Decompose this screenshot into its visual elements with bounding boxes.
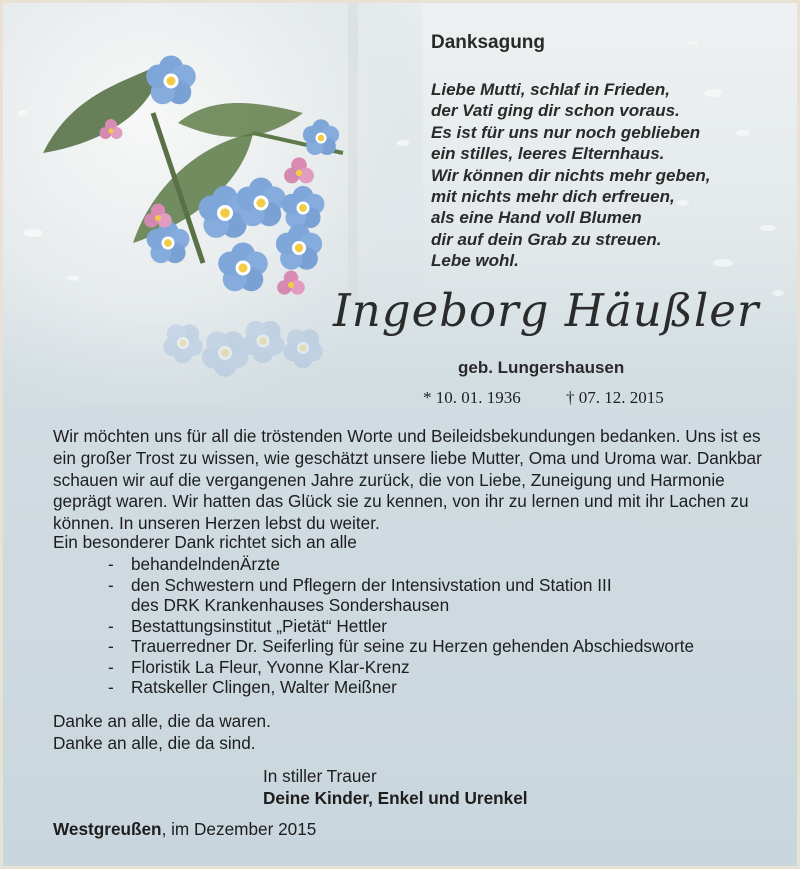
poem-line: mit nichts mehr dich erfreuen, (431, 187, 675, 207)
list-item (108, 657, 694, 678)
list-item-text: Ratskeller Clingen, Walter Meißner (131, 677, 397, 697)
signature-intro: In stiller Trauer (263, 766, 377, 786)
place-date: , im Dezember 2015 (161, 819, 317, 839)
list-item-text: behandelndenÄrzte (131, 554, 281, 574)
closing-lines (53, 710, 271, 754)
poem-line: Liebe Mutti, schlaf in Frieden, (431, 80, 670, 99)
poem-line: der Vati ging dir schon voraus. (431, 101, 680, 121)
place-town: Westgreußen (53, 819, 162, 839)
birth-date: * 10. 01. 1936 (423, 388, 521, 407)
list-item (108, 575, 694, 616)
poem-line: als eine Hand voll Blumen (431, 208, 642, 228)
maiden-name: geb. Lungershausen (458, 358, 625, 377)
poem-line: dir auf dein Grab zu streuen. (431, 229, 662, 249)
poem-line: Lebe wohl. (431, 251, 519, 271)
death-date: † 07. 12. 2015 (566, 388, 664, 407)
dash-bullet: - (108, 656, 114, 677)
signature-block (263, 765, 528, 809)
list-item (108, 554, 694, 575)
dash-bullet: - (108, 574, 114, 595)
poem-line: ein stilles, leeres Elternhaus. (431, 144, 665, 164)
dash-bullet: - (108, 677, 114, 697)
closing-line: Danke an alle, die da sind. (53, 733, 256, 753)
list-item-text: Floristik La Fleur, Yvonne Klar-Krenz (131, 656, 410, 677)
list-item-text: Bestattungsinstitut „Pietät“ Hettler (131, 615, 388, 636)
closing-line: Danke an alle, die da waren. (53, 711, 271, 731)
list-item (108, 636, 694, 657)
list-item (108, 616, 694, 637)
list-item-text: den Schwestern und Pflegern der Intensivstation und Station III (131, 574, 612, 595)
list-item (108, 677, 694, 698)
special-thanks-intro: Ein besonderer Dank richtet sich an alle (53, 532, 357, 552)
poem (431, 79, 710, 272)
deceased-name: Ingeborg Häußler (333, 284, 760, 337)
dash-bullet: - (108, 554, 114, 574)
forget-me-not-flowers-photo (3, 3, 423, 403)
poem-line: Es ist für uns nur noch geblieben (431, 122, 701, 142)
place-and-date (53, 819, 316, 840)
poem-line: Wir können dir nichts mehr geben, (431, 165, 711, 185)
heading-danksagung: Danksagung (431, 32, 546, 53)
list-item-text: Trauerredner Dr. Seiferling für seine zu Herzen gehenden Abschiedsworte (131, 636, 695, 656)
thanks-list (108, 554, 694, 698)
dash-bullet: - (108, 615, 114, 636)
list-item-continuation: des DRK Krankenhauses Sondershausen (131, 595, 450, 615)
signature-family: Deine Kinder, Enkel und Urenkel (263, 788, 528, 808)
dash-bullet: - (108, 636, 114, 656)
thanks-paragraph: Wir möchten uns für all die tröstenden Worte und Beileidsbekundungen bedanken. Uns ist es ein großer Trost zu wissen, wie geschätzt unsere liebe Mutter, Oma und Uroma war. Dankbar schauen wir auf die vergangenen Jahre zurück, die von Liebe, Zuneigung und Harmonie geprägt waren. Wir hatten das Glück sie zu kennen, von ihr zu lernen und mit ihr Lachen zu können. In unseren Herzen lebst du weiter. (53, 426, 762, 534)
